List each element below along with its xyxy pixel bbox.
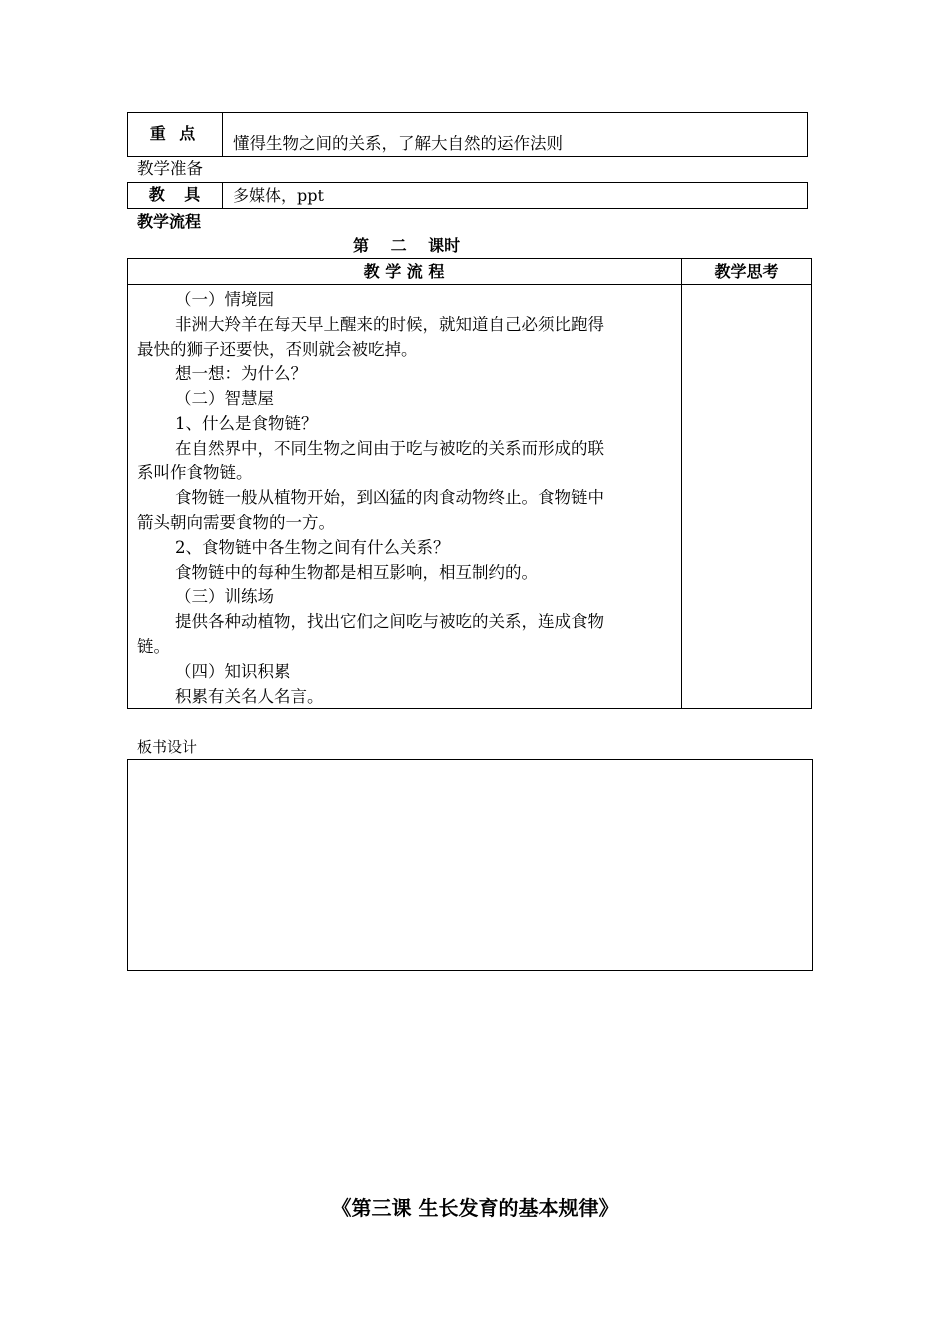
flow-line: 箭头朝向需要食物的一方。 bbox=[137, 513, 335, 532]
flow-line: 非洲大羚羊在每天早上醒来的时候，就知道自己必须比跑得 bbox=[175, 315, 604, 334]
flow-line: （二）智慧屋 bbox=[175, 389, 274, 408]
tools-divider bbox=[222, 182, 223, 209]
flow-line: 想一想：为什么？ bbox=[175, 364, 307, 383]
flow-heading: 教学流程 bbox=[137, 212, 202, 231]
board-design-box bbox=[127, 759, 813, 971]
flow-line: 1、什么是食物链？ bbox=[175, 414, 318, 433]
next-lesson-title: 《第三课 生长发育的基本规律》 bbox=[331, 1196, 619, 1220]
tools-label: 教 具 bbox=[148, 185, 201, 204]
flow-line: 2、食物链中各生物之间有什么关系？ bbox=[175, 538, 450, 557]
board-heading: 板书设计 bbox=[137, 738, 198, 756]
flow-line: 链。 bbox=[137, 637, 170, 656]
flow-column-divider bbox=[681, 258, 682, 709]
flow-line: （一）情境园 bbox=[175, 290, 274, 309]
flow-line: 积累有关名人名言。 bbox=[175, 687, 324, 706]
flow-header-divider bbox=[127, 284, 812, 285]
flow-line: 最快的狮子还要快，否则就会被吃掉。 bbox=[137, 340, 418, 359]
lesson-title: 第 二 课时 bbox=[353, 236, 461, 255]
reflect-column-header: 教学思考 bbox=[714, 262, 779, 281]
focus-label: 重 点 bbox=[149, 124, 200, 143]
tools-table bbox=[127, 182, 808, 209]
flow-line: （三）训练场 bbox=[175, 587, 274, 606]
flow-line: （四）知识积累 bbox=[175, 662, 291, 681]
focus-content: 懂得生物之间的关系，了解大自然的运作法则 bbox=[233, 134, 563, 153]
flow-column-header: 教 学 流 程 bbox=[363, 262, 445, 281]
prep-heading: 教学准备 bbox=[137, 159, 203, 178]
flow-line: 提供各种动植物，找出它们之间吃与被吃的关系，连成食物 bbox=[175, 612, 604, 631]
tools-content: 多媒体，ppt bbox=[233, 186, 324, 205]
focus-divider bbox=[222, 112, 223, 157]
flow-line: 食物链一般从植物开始，到凶猛的肉食动物终止。食物链中 bbox=[175, 488, 604, 507]
flow-line: 系叫作食物链。 bbox=[137, 463, 253, 482]
flow-line: 食物链中的每种生物都是相互影响，相互制约的。 bbox=[175, 563, 538, 582]
flow-line: 在自然界中，不同生物之间由于吃与被吃的关系而形成的联 bbox=[175, 439, 604, 458]
